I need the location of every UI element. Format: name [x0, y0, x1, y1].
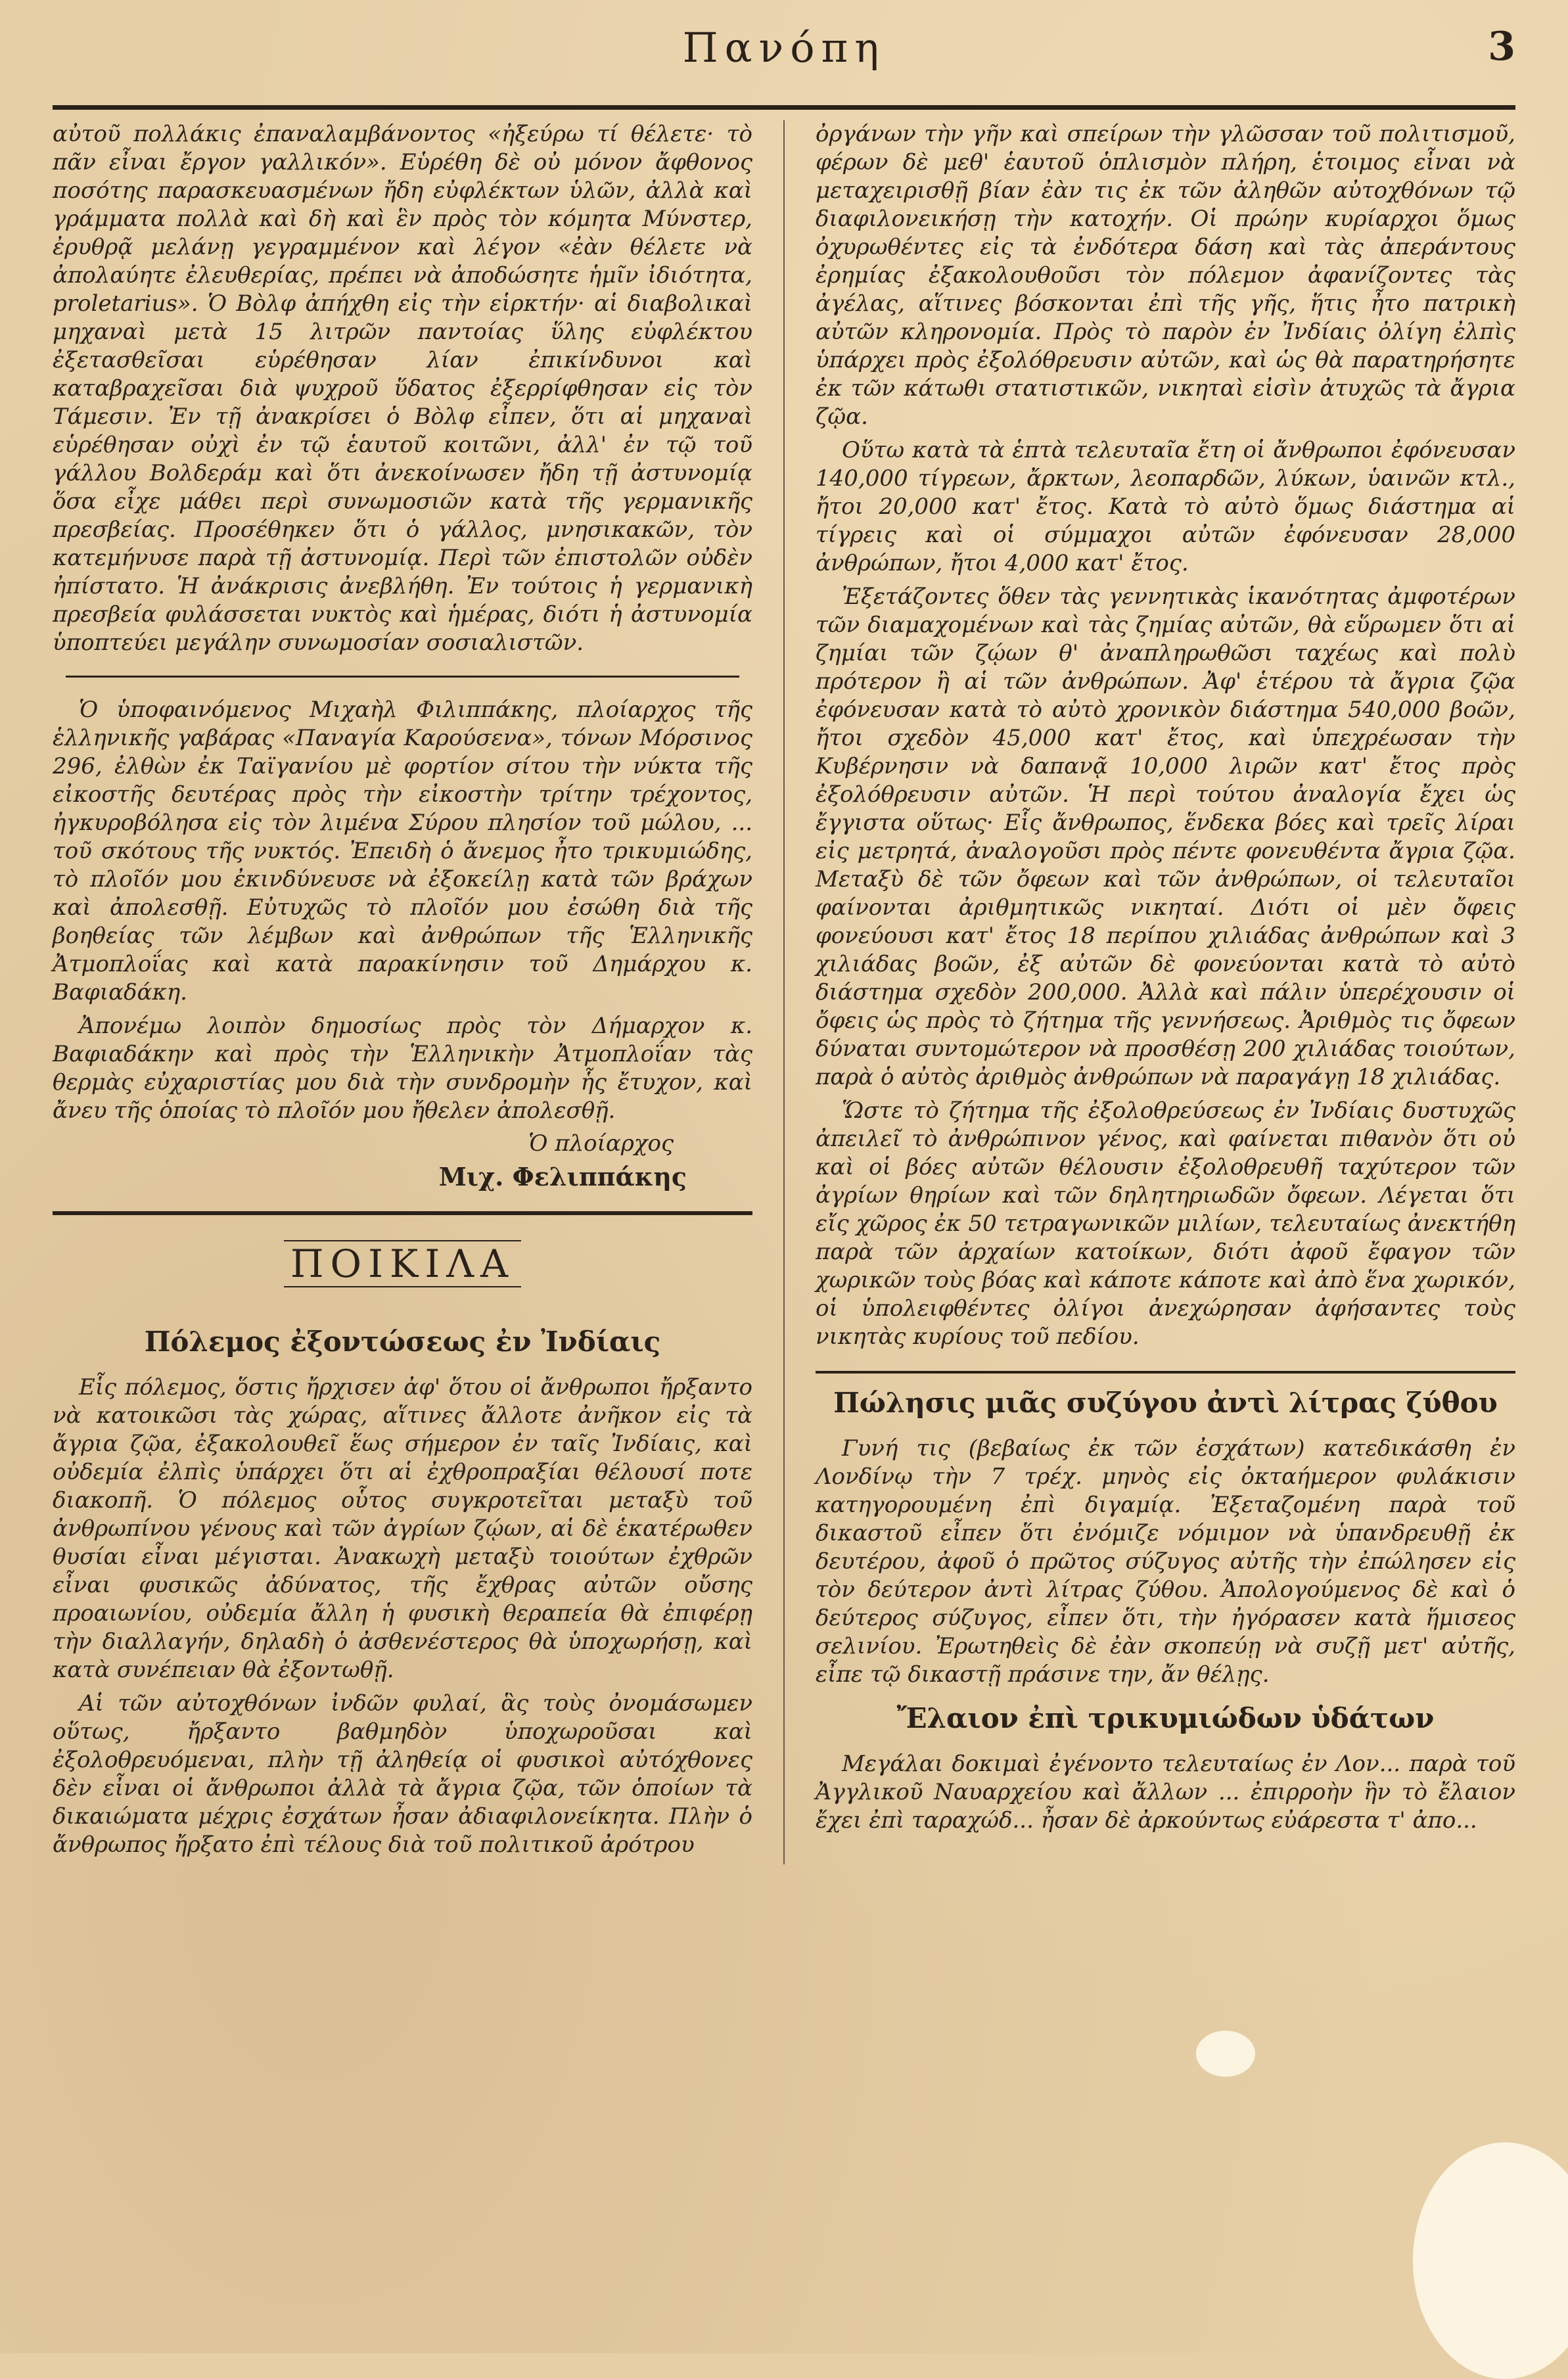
article-headline: Ἔλαιον ἐπὶ τρικυμιώδων ὑδάτων: [896, 1702, 1435, 1734]
newspaper-title: Πανόπη: [682, 24, 886, 72]
separator-rule: [816, 1371, 1515, 1374]
article-continuation: αὐτοῦ πολλάκις ἐπαναλαμβάνοντος «ἠξεύρω τί θέλετε· τὸ πᾶν εἶναι ἔργον γαλλικόν». Εὑρέθη δὲ οὐ μόνον ἄφθονος ποσότης παρασκευασμένων ἤδη εὐφλέκτων ὑλῶν, ἀλλὰ καὶ γράμματα πολλὰ καὶ δὴ καὶ ἓν πρὸς τὸν κόμητα Μύνστερ, ἐρυθρᾷ μελάνῃ γεγραμμένον καὶ λέγον «ἐὰν θέλετε νὰ ἀπολαύητε ἐλευθερίας, πρέπει νὰ ἀποδώσητε ἡμῖν ἰδιότητα, proletarius». Ὁ Βὸλφ ἀπήχθη εἰς τὴν εἱρκτήν· αἱ διαβολικαὶ μηχαναὶ μετὰ 15 λιτρῶν παντοίας ὕλης εὐφλέκτου ἐξετασθεῖσαι εὑρέθησαν λίαν ἐπικίνδυνοι καὶ καταβραχεῖσαι διὰ ψυχροῦ ὕδατος ἐξερρίφθησαν εἰς τὸν Τάμεσιν. Ἐν τῇ ἀνακρίσει ὁ Βὸλφ εἶπεν, ὅτι αἱ μηχαναὶ εὑρέθησαν οὐχὶ ἐν τῷ ἑαυτοῦ κοιτῶνι, ἀλλ' ἐν τῷ τοῦ γάλλου Βολδεράμ καὶ ὅτι ἀνεκοίνωσεν ἤδη τῇ ἀστυνομίᾳ ὅσα εἶχε μάθει περὶ συνωμοσιῶν κατὰ τῆς γερμανικῆς πρεσβείας. Προσέθηκεν ὅτι ὁ γάλλος, μνησικακῶν, τὸν κατεμήνυσε παρὰ τῇ ἀστυνομίᾳ. Περὶ τῶν ἐπιστολῶν οὐδὲν ἠπίστατο. Ἡ ἀνάκρισις ἀνεβλήθη. Ἐν τούτοις ἡ γερμανικὴ πρεσβεία φυλάσσεται νυκτὸς καὶ ἡμέρας, διότι ἡ ἀστυνομία ὑποπτεύει μεγάλην συνωμοσίαν σοσιαλιστῶν.: [53, 121, 752, 656]
masthead: [53, 24, 1515, 89]
paper-damage: [1196, 2031, 1255, 2077]
article-paragraph: Αἱ τῶν αὐτοχθόνων ἰνδῶν φυλαί, ἃς τοὺς ὀνομάσωμεν οὕτως, ἤρξαντο βαθμηδὸν ὑποχωροῦσαι καὶ ἐξολοθρευόμεναι, πλὴν τῇ ἀληθείᾳ οἱ φυσικοὶ αὐτόχθονες δὲν εἶναι οἱ ἄνθρωποι ἀλλὰ τὰ ἄγρια ζῷα, τῶν ὁποίων τὰ δικαιώματα μέχρις ἐσχάτων ἦσαν ἀδιαφιλονείκητα. Πλὴν ὁ ἄνθρωπος ἤρξατο ἐπὶ τέλους διὰ τοῦ πολιτικοῦ ἀρότρου: [53, 1690, 752, 1858]
section-title-text: ΠΟΙΚΙΛΑ: [284, 1240, 521, 1287]
article-paragraph: Οὕτω κατὰ τὰ ἑπτὰ τελευταῖα ἔτη οἱ ἄνθρωποι ἐφόνευσαν 140,000 τίγρεων, ἄρκτων, λεοπαρδῶν, λύκων, ὑαινῶν κτλ., ἤτοι 20,000 κατ' ἔτος. Κατὰ τὸ αὐτὸ ὅμως διάστημα αἱ τίγρεις καὶ οἱ σύμμαχοι αὐτῶν ἐφόνευσαν 28,000 ἀνθρώπων, ἤτοι 4,000 κατ' ἔτος.: [816, 437, 1515, 576]
notice-paragraph: Ἀπονέμω λοιπὸν δημοσίως πρὸς τὸν Δήμαρχον κ. Βαφιαδάκην καὶ πρὸς τὴν Ἑλληνικὴν Ἀτμοπλοΐαν τὰς θερμὰς εὐχαριστίας μου διὰ τὴν συνδρομὴν ἧς ἔτυχον, καὶ ἄνευ τῆς ὁποίας τὸ πλοῖόν μου ἤθελεν ἀπολεσθῇ.: [53, 1013, 752, 1124]
column-divider: [783, 120, 785, 1864]
separator-rule: [66, 676, 739, 678]
article-paragraph: Μεγάλαι δοκιμαὶ ἐγένοντο τελευταίως ἐν Λον... παρὰ τοῦ Ἀγγλικοῦ Ναυαρχείου καὶ ἄλλων ... ἐπιρροὴν ἣν τὸ ἔλαιον ἔχει ἐπὶ ταραχώδ... ἦσαν δὲ ἀρκούντως εὐάρεστα τ' ἀπο...: [816, 1751, 1515, 1834]
columns: [53, 120, 1515, 1864]
signature-role: Ὁ πλοίαρχος: [528, 1130, 674, 1157]
article-paragraph: ὀργάνων τὴν γῆν καὶ σπείρων τὴν γλῶσσαν τοῦ πολιτισμοῦ, φέρων δὲ μεθ' ἑαυτοῦ ὁπλισμὸν πλήρη, ἑτοιμος εἶναι νὰ μεταχειρισθῇ βίαν ἐὰν τις ἐκ τῶν ἀληθῶν αὐτοχθόνων τῷ διαφιλονεικήσῃ τὴν κατοχήν. Οἱ πρώην κυρίαρχοι ὅμως ὀχυρωθέντες εἰς τὰ ἐνδότερα δάση καὶ τὰς ἀπεράντους ἐρημίας ἐξακολουθοῦσι τὸν πόλεμον ἀφανίζοντες τὰς ἀγέλας, αἵτινες βόσκονται ἐπὶ τῆς γῆς, ἥτις ἦτο πατρικὴ αὐτῶν κληρονομία. Πρὸς τὸ παρὸν ἐν Ἰνδίαις ὀλίγη ἐλπὶς ὑπάρχει πρὸς ἐξολόθρευσιν αὐτῶν, καὶ ὡς θὰ παρατηρήσητε ἐκ τῶν κάτωθι στατιστικῶν, νικηταὶ εἰσὶν ἀτυχῶς τὰ ἄγρια ζῷα.: [816, 121, 1515, 430]
signature-name: Μιχ. Φελιππάκης: [438, 1162, 687, 1191]
article-paragraph: Ἐξετάζοντες ὅθεν τὰς γεννητικὰς ἱκανότητας ἀμφοτέρων τῶν διαμαχομένων καὶ τὰς ζημίας αὐτῶν, θὰ εὕρωμεν ὅτι αἱ ζημίαι τῶν ζῴων θ' ἀναπληρωθῶσι ταχέως καὶ πολὺ πρότερον ἢ αἱ τῶν ἀνθρώπων. Ἀφ' ἑτέρου τὰ ἄγρια ζῷα ἐφόνευσαν κατὰ τὸ αὐτὸ χρονικὸν διάστημα 540,000 βοῶν, ἤτοι σχεδὸν 45,000 κατ' ἔτος, καὶ ὑπεχρέωσαν τὴν Κυβέρνησιν νὰ δαπανᾷ 10,000 λιρῶν κατ' ἔτος πρὸς ἐξολόθρευσιν αὐτῶν. Ἡ περὶ τούτου ἀναλογία ἔχει ὡς ἔγγιστα οὕτως· Εἷς ἄνθρωπος, ἕνδεκα βόες καὶ τρεῖς λίραι εἰς μετρητά, ἀναλογοῦσι πρὸς πέντε φονευθέντα ἄγρια ζῷα. Μεταξὺ δὲ τῶν ὄφεων καὶ τῶν ἀνθρώπων, οἱ τελευταῖοι φαίνονται ἀριθμητικῶς νικηταί. Διότι οἱ μὲν ὄφεις φονεύουσι κατ' ἔτος 18 περίπου χιλιάδας ἀνθρώπων καὶ 3 χιλιάδας βοῶν, ἐξ αὐτῶν δὲ φονεύονται κατὰ τὸ αὐτὸ διάστημα σχεδὸν 200,000. Ἀλλὰ καὶ πάλιν ὑπερέχουσιν οἱ ὄφεις ὡς πρὸς τὸ ζήτημα τῆς γεννήσεως. Ἀριθμὸς τις ὄφεων δύναται συντομώτερον νὰ προσθέσῃ 200 χιλιάδας τοιούτων, παρὰ ὁ αὐτὸς ἀριθμὸς ἀνθρώπων νὰ παραγάγῃ 18 χιλιάδας.: [816, 584, 1515, 1090]
article-paragraph: Ὥστε τὸ ζήτημα τῆς ἐξολοθρεύσεως ἐν Ἰνδίαις δυστυχῶς ἀπειλεῖ τὸ ἀνθρώπινον γένος, καὶ φαίνεται πιθανὸν ὅτι οὐ καὶ οἱ βόες αὐτῶν θέλουσιν ἐξολοθρευθῆ ταχύτερον τῶν ἀγρίων θηρίων καὶ τῶν δηλητηριωδῶν ὄφεων. Λέγεται ὅτι εἴς χῶρος ἐκ 50 τετραγωνικῶν μιλίων, τελευταίως ἀνεκτήθη παρὰ τῶν ἀρχαίων κατοίκων, διότι ἀφοῦ ἔφαγον τῶν χωρικῶν τοὺς βόας καὶ κάποτε κάποτε καὶ ἀπὸ ἕνα χωρικόν, οἱ ὑπολειφθέντες ὀλίγοι ἀνεχώρησαν ἀφήσαντες τοὺς νικητὰς κυρίους τοῦ πεδίου.: [816, 1097, 1515, 1350]
page-number: 3: [1488, 24, 1515, 70]
section-title: [53, 1241, 752, 1286]
section-rule: [53, 1211, 752, 1215]
header-rule: [53, 105, 1515, 110]
torn-corner: [1413, 2142, 1568, 2379]
left-column: [53, 120, 752, 1864]
right-column: [816, 120, 1515, 1864]
article-headline: Πώλησις μιᾶς συζύγου ἀντὶ λίτρας ζύθου: [833, 1387, 1498, 1419]
article-headline: Πόλεμος ἐξοντώσεως ἐν Ἰνδίαις: [144, 1326, 661, 1358]
article-paragraph: Γυνή τις (βεβαίως ἐκ τῶν ἐσχάτων) κατεδικάσθη ἐν Λονδίνῳ τὴν 7 τρέχ. μηνὸς εἰς ὀκταήμερον φυλάκισιν κατηγορουμένη ἐπὶ διγαμίᾳ. Ἐξεταζομένη παρὰ τοῦ δικαστοῦ εἶπεν ὅτι ἐνόμιζε νόμιμον νὰ ὑπανδρευθῇ ἐκ δευτέρου, ἀφοῦ ὁ πρῶτος σύζυγος αὐτῆς τὴν ἐπώλησεν εἰς τὸν δεύτερον ἀντὶ λίτρας ζύθου. Ἀπολογούμενος δὲ καὶ ὁ δεύτερος σύζυγος, εἶπεν ὅτι, τὴν ἠγόρασεν κατὰ ἥμισεος σελινίου. Ἐρωτηθεὶς δὲ ἐὰν σκοπεύῃ νὰ συζῇ μετ' αὐτῆς, εἶπε τῷ δικαστῇ πράσινε την, ἄν θέλῃς.: [816, 1435, 1515, 1688]
article-paragraph: Εἷς πόλεμος, ὅστις ἤρχισεν ἀφ' ὅτου οἱ ἄνθρωποι ἤρξαντο νὰ κατοικῶσι τὰς χώρας, αἵτινες ἄλλοτε ἀνῆκον εἰς τὰ ἄγρια ζῷα, ἐξακολουθεῖ ἕως σήμερον ἐν ταῖς Ἰνδίαις, καὶ οὐδεμία ἐλπὶς ὑπάρχει ὅτι αἱ ἐχθροπραξίαι θέλουσί ποτε διακοπῆ. Ὁ πόλεμος οὗτος συγκροτεῖται μεταξὺ τοῦ ἀνθρωπίνου γένους καὶ τῶν ἀγρίων ζῴων, αἱ δὲ ἑκατέρωθεν θυσίαι εἶναι μέγισται. Ἀνακωχὴ μεταξὺ τοιούτων ἐχθρῶν εἶναι φυσικῶς ἀδύνατος, τῆς ἔχθρας αὐτῶν οὔσης προαιωνίου, οὐδεμία ἄλλη ἡ φυσικὴ θεραπεία θὰ ἐπιφέρῃ τὴν διαλλαγήν, δηλαδὴ ὁ ἀσθενέστερος θὰ ὑποχωρήσῃ, καὶ κατὰ συνέπειαν θὰ ἐξοντωθῇ.: [53, 1374, 752, 1683]
notice-paragraph: Ὁ ὑποφαινόμενος Μιχαὴλ Φιλιππάκης, πλοίαρχος τῆς ἑλληνικῆς γαβάρας «Παναγία Καρούσενα», τόνων Μόρσινος 296, ἐλθὼν ἐκ Ταϊγανίου μὲ φορτίον σίτου τὴν νύκτα τῆς εἰκοστῆς δευτέρας πρὸς τὴν εἰκοστὴν τρίτην τρέχοντος, ἠγκυροβόλησα εἰς τὸν λιμένα Σύρου πλησίον τοῦ μώλου, ... τοῦ σκότους τῆς νυκτός. Ἐπειδὴ ὁ ἄνεμος ἦτο τρικυμιώδης, τὸ πλοῖόν μου ἐκινδύνευσε νὰ ἐξοκείλῃ κατὰ τῶν βράχων καὶ ἀπολεσθῇ. Εὐτυχῶς τὸ πλοῖόν μου ἐσώθη διὰ τῆς βοηθείας τῶν λέμβων καὶ ἀνθρώπων τῆς Ἑλληνικῆς Ἀτμοπλοΐας καὶ κατὰ παρακίνησιν τοῦ Δημάρχου κ. Βαφιαδάκη.: [53, 697, 752, 1005]
